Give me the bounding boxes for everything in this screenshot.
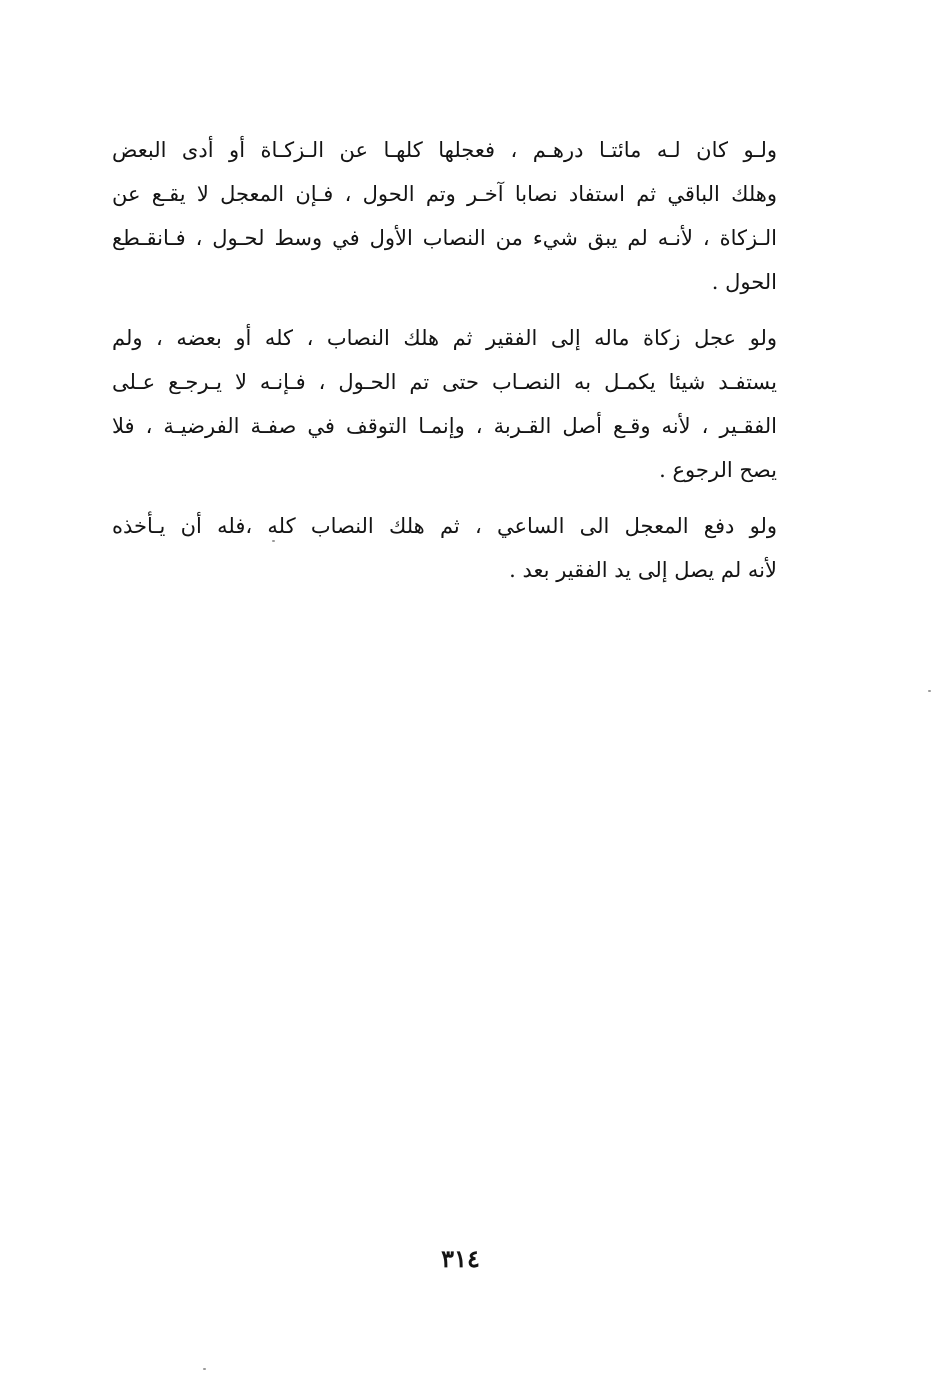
text-line: لأنه لم يصل إلى يد الفقير بعد . bbox=[509, 558, 777, 582]
text-line: ولـو كان لـه مائتـا درهـم ، فعجلها كلهـا عن الـزكـاة أو أدى البعض bbox=[112, 138, 777, 162]
scan-speck bbox=[928, 690, 931, 692]
text-line: الـزكاة ، لأنـه لم يبق شيء من النصاب الأول في وسط لحـول ، فـانقـطع bbox=[112, 226, 777, 250]
text-line: ولو دفع المعجل الى الساعي ، ثم هلك النصاب كله ،فله أن يـأخذه bbox=[112, 514, 777, 538]
paragraph-3 bbox=[112, 504, 777, 592]
text-line: وهلك الباقي ثم استفاد نصابا آخـر وتم الحول ، فـإن المعجل لا يقـع عن bbox=[112, 182, 777, 206]
text-line: يصح الرجوع . bbox=[659, 458, 777, 482]
text-line: يستفـد شيئا يكمـل به النصـاب حتى تم الحـول ، فـإنـه لا يـرجـع عـلى bbox=[112, 370, 777, 394]
scan-speck bbox=[203, 1368, 206, 1370]
body-text bbox=[112, 128, 777, 604]
text-line: الحول . bbox=[711, 270, 777, 294]
paragraph-2 bbox=[112, 316, 777, 492]
paragraph-1 bbox=[112, 128, 777, 304]
text-line: الفقـير ، لأنه وقـع أصل القـربة ، وإنمـا التوقف في صفـة الفرضيـة ، فلا bbox=[112, 414, 777, 438]
page-number: ٣١٤ bbox=[441, 1244, 480, 1273]
text-line: ولو عجل زكاة ماله إلى الفقير ثم هلك النصاب ، كله أو بعضه ، ولم bbox=[112, 326, 777, 350]
scan-speck bbox=[272, 540, 275, 542]
